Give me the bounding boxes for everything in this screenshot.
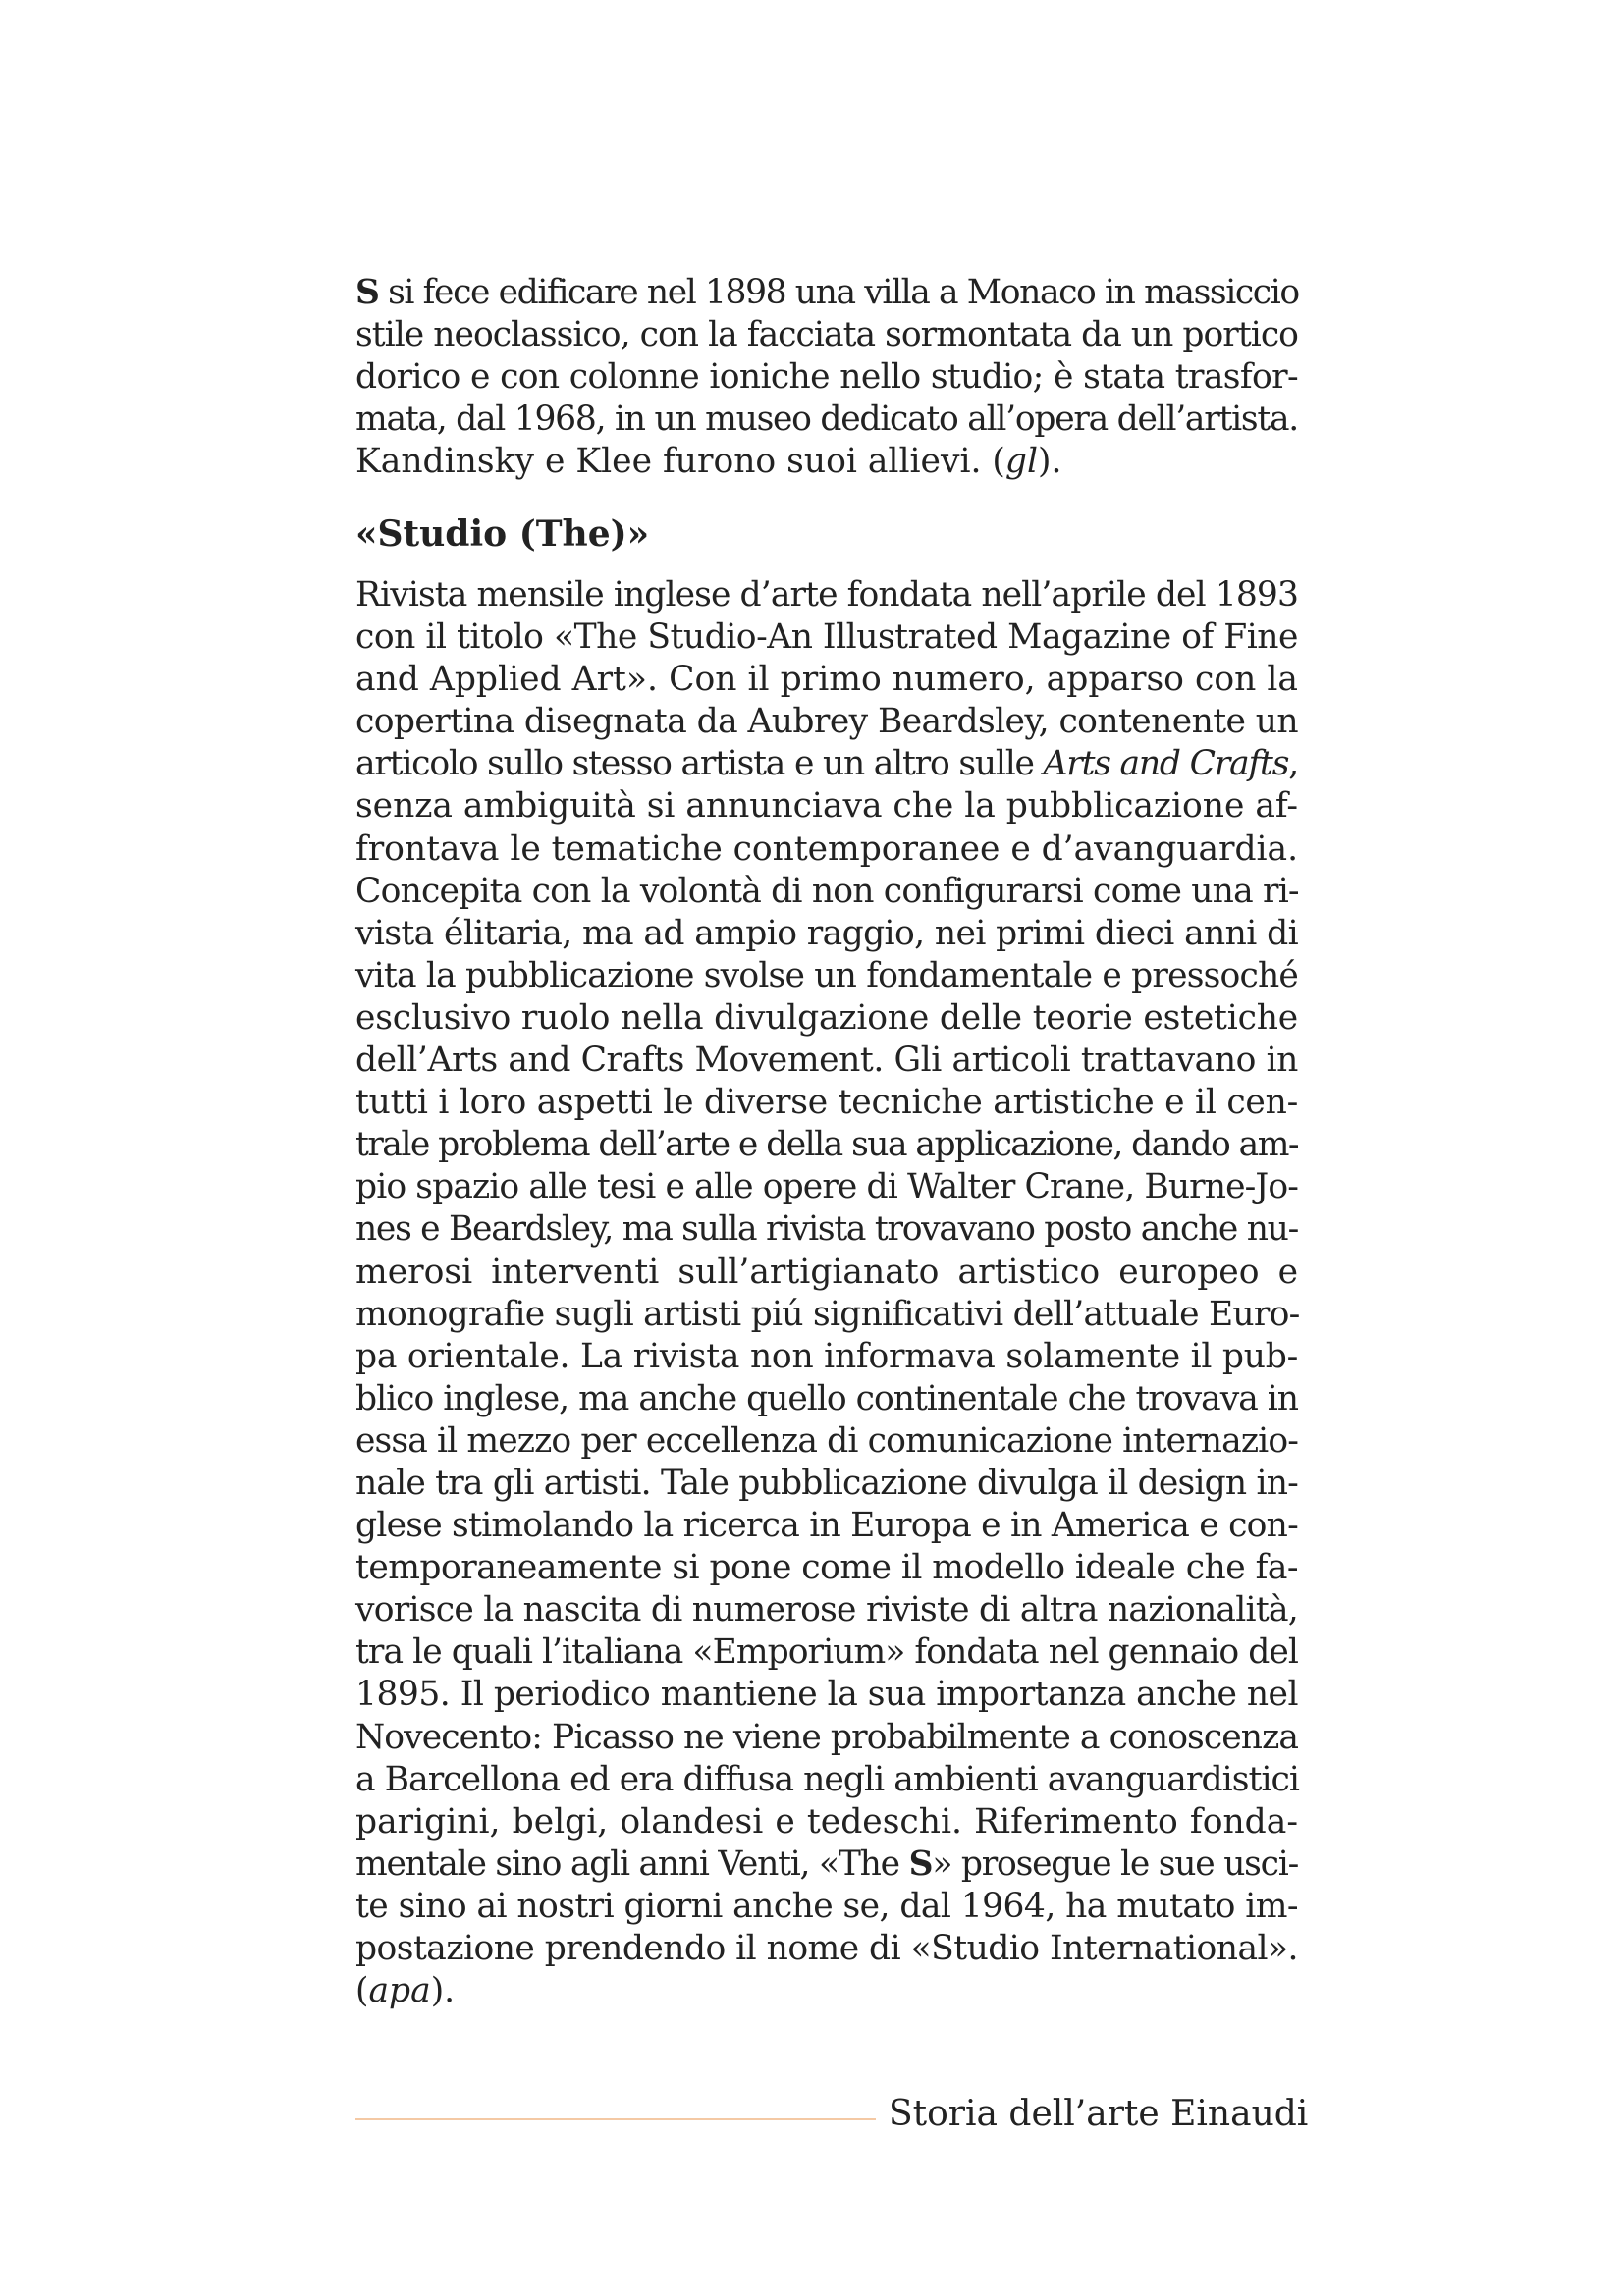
body-line: articolo sullo stesso artista e un altro sulle Arts and Crafts, (355, 744, 1299, 784)
body-line: esclusivo ruolo nella divulgazione delle teorie estetiche (355, 997, 1298, 1038)
body-line: vita la pubblicazione svolse un fondamentale e pressoché (355, 955, 1298, 995)
body-line: con il titolo «The Studio-An Illustrated Magazine of Fine (355, 617, 1298, 658)
body-line: and Applied Art». Con il primo numero, apparso con la (355, 660, 1298, 700)
body-line: pa orientale. La rivista non informava solamente il pub- (355, 1336, 1298, 1376)
body-line: vista élitaria, ma ad ampio raggio, nei primi dieci anni di (355, 913, 1298, 953)
body-line: merosi interventi sull’artigianato artistico europeo e (355, 1252, 1298, 1292)
entry-signature: (apa). (355, 1971, 456, 2011)
body-line: dell’Arts and Crafts Movement. Gli articoli trattavano in (355, 1041, 1298, 1081)
body-line: blico inglese, ma anche quello continentale che trovava in (355, 1378, 1298, 1418)
body-line: copertina disegnata da Aubrey Beardsley, contenente un (355, 702, 1298, 742)
entry-initial: S (355, 273, 379, 312)
entry-heading: «Studio (The)» (355, 513, 650, 555)
footer-publisher: Storia dell’arte Einaudi (889, 2094, 1309, 2134)
body-line: pio spazio alle tesi e alle opere di Walter Crane, Burne-Jo- (355, 1167, 1298, 1207)
body-line: a Barcellona ed era diffusa negli ambienti avanguardistici (355, 1759, 1300, 1799)
arts-and-crafts-italic: Arts and Crafts (1043, 744, 1289, 784)
body-line: mentale sino agli anni Venti, «The S» prosegue le sue usci- (355, 1843, 1298, 1884)
body-line: Concepita con la volontà di non configurarsi come una ri- (355, 871, 1299, 911)
body-line: frontava le tematiche contemporanee e d’avanguardia. (355, 828, 1298, 869)
body-line: monografie sugli artisti piú significativi dell’attuale Euro- (355, 1294, 1300, 1334)
body-line: essa il mezzo per eccellenza di comunicazione internazio- (355, 1420, 1298, 1461)
body-line: Novecento: Picasso ne viene probabilmente a conoscenza (355, 1717, 1298, 1757)
entry-abbrev: S (908, 1843, 933, 1884)
body-line: tutti i loro aspetti le diverse tecniche artistiche e il cen- (355, 1083, 1298, 1123)
intro-paragraph (355, 272, 1298, 483)
body-line: nes e Beardsley, ma sulla rivista trovavano posto anche nu- (355, 1209, 1298, 1250)
body-line: tra le quali l’italiana «Emporium» fondata nel gennaio del (355, 1632, 1298, 1673)
entry-body (355, 574, 1298, 2012)
body-line: trale problema dell’arte e della sua applicazione, dando am- (355, 1125, 1298, 1165)
body-line: temporaneamente si pone come il modello ideale che fa- (355, 1548, 1298, 1588)
intro-line-5: Kandinsky e Klee furono suoi allievi. (gl). (355, 442, 1062, 482)
intro-line-4: mata, dal 1968, in un museo dedicato all’opera dell’artista. (355, 400, 1298, 440)
body-line: senza ambiguità si annunciava che la pubblicazione af- (355, 786, 1298, 827)
intro-line-3: dorico e con colonne ioniche nello studio; è stata trasfor- (355, 357, 1298, 398)
body-line: te sino ai nostri giorni anche se, dal 1964, ha mutato im- (355, 1886, 1298, 1926)
intro-line-1: S si fece edificare nel 1898 una villa a Monaco in massiccio (355, 273, 1299, 312)
body-line: parigini, belgi, olandesi e tedeschi. Riferimento fonda- (355, 1801, 1298, 1842)
intro-line-2: stile neoclassico, con la facciata sormontata da un portico (355, 315, 1298, 355)
body-line: nale tra gli artisti. Tale pubblicazione divulga il design in- (355, 1463, 1298, 1503)
body-line: postazione prendendo il nome di «Studio International». (355, 1929, 1298, 1968)
footer-rule (355, 2118, 876, 2120)
author-initials: gl (1004, 442, 1038, 482)
body-line: Rivista mensile inglese d’arte fondata nell’aprile del 1893 (355, 575, 1298, 614)
signature-initials: apa (368, 1971, 431, 2011)
body-line: 1895. Il periodico mantiene la sua importanza anche nel (355, 1675, 1298, 1715)
body-line: glese stimolando la ricerca in Europa e in America e con- (355, 1506, 1298, 1546)
body-line: vorisce la nascita di numerose riviste di altra nazionalità, (355, 1590, 1298, 1630)
